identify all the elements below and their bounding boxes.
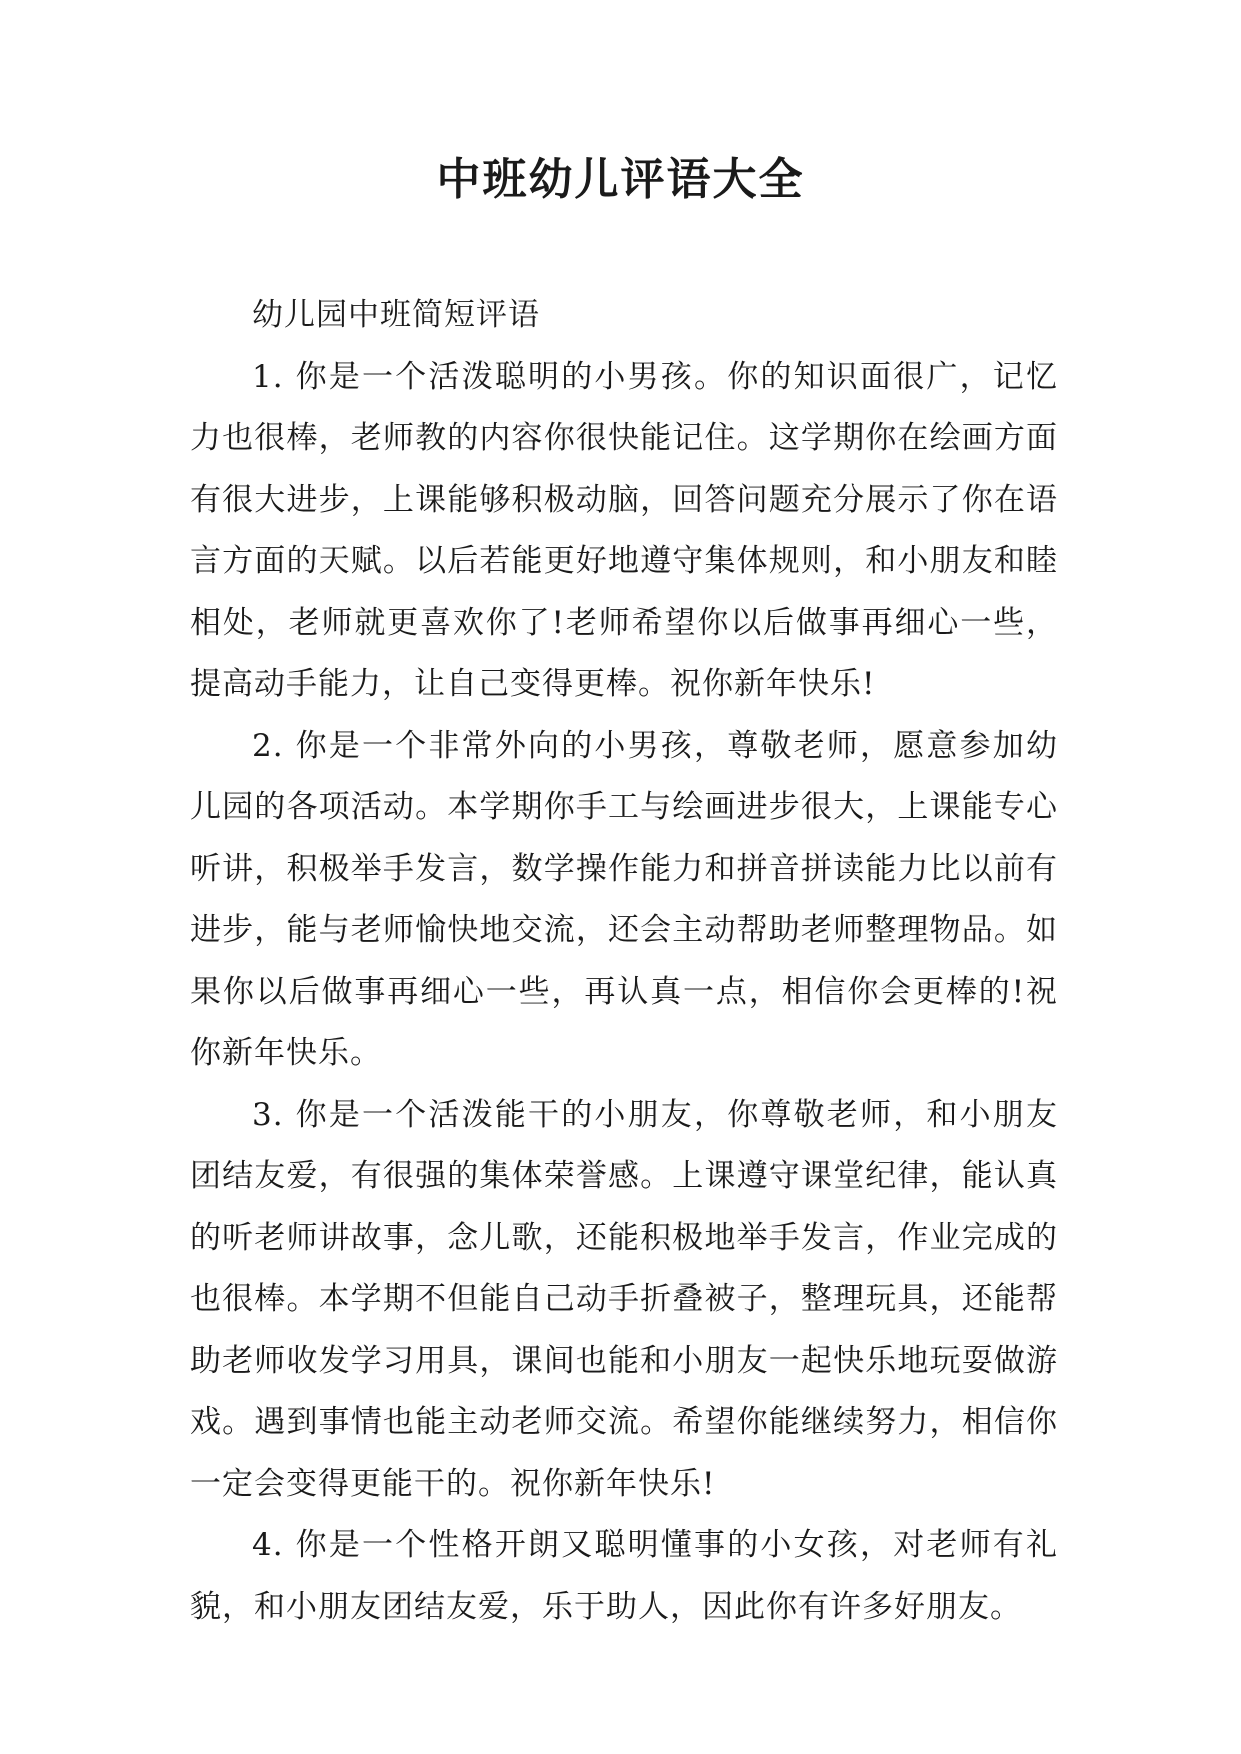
document-body [190, 285, 1058, 1638]
comment-paragraph-3: 3. 你是一个活泼能干的小朋友，你尊敬老师，和小朋友团结友爱，有很强的集体荣誉感。上课遵守课堂纪律，能认真的听老师讲故事，念儿歌，还能积极地举手发言，作业完成的也很棒。本学期不但能自己动手折叠被子，整理玩具，还能帮助老师收发学习用具，课间也能和小朋友一起快乐地玩耍做游戏。遇到事情也能主动老师交流。希望你能继续努力，相信你一定会变得更能干的。祝你新年快乐! [190, 1096, 1058, 1502]
document-title: 中班幼儿评语大全 [436, 154, 805, 205]
section-heading: 幼儿园中班简短评语 [252, 297, 540, 333]
comment-paragraph-2: 2. 你是一个非常外向的小男孩，尊敬老师，愿意参加幼儿园的各项活动。本学期你手工与绘画进步很大，上课能专心听讲，积极举手发言，数学操作能力和拼音拼读能力比以前有进步，能与老师愉快地交流，还会主动帮助老师整理物品。如果你以后做事再细心一些，再认真一点，相信你会更棒的!祝你新年快乐。 [190, 727, 1058, 1071]
comment-paragraph-1: 1. 你是一个活泼聪明的小男孩。你的知识面很广，记忆力也很棒，老师教的内容你很快能记住。这学期你在绘画方面有很大进步，上课能够积极动脑，回答问题充分展示了你在语言方面的天赋。以后若能更好地遵守集体规则，和小朋友和睦相处，老师就更喜欢你了!老师希望你以后做事再细心一些，提高动手能力，让自己变得更棒。祝你新年快乐! [190, 358, 1058, 702]
comment-paragraph-4: 4. 你是一个性格开朗又聪明懂事的小女孩，对老师有礼貌，和小朋友团结友爱，乐于助人，因此你有许多好朋友。 [190, 1527, 1058, 1625]
